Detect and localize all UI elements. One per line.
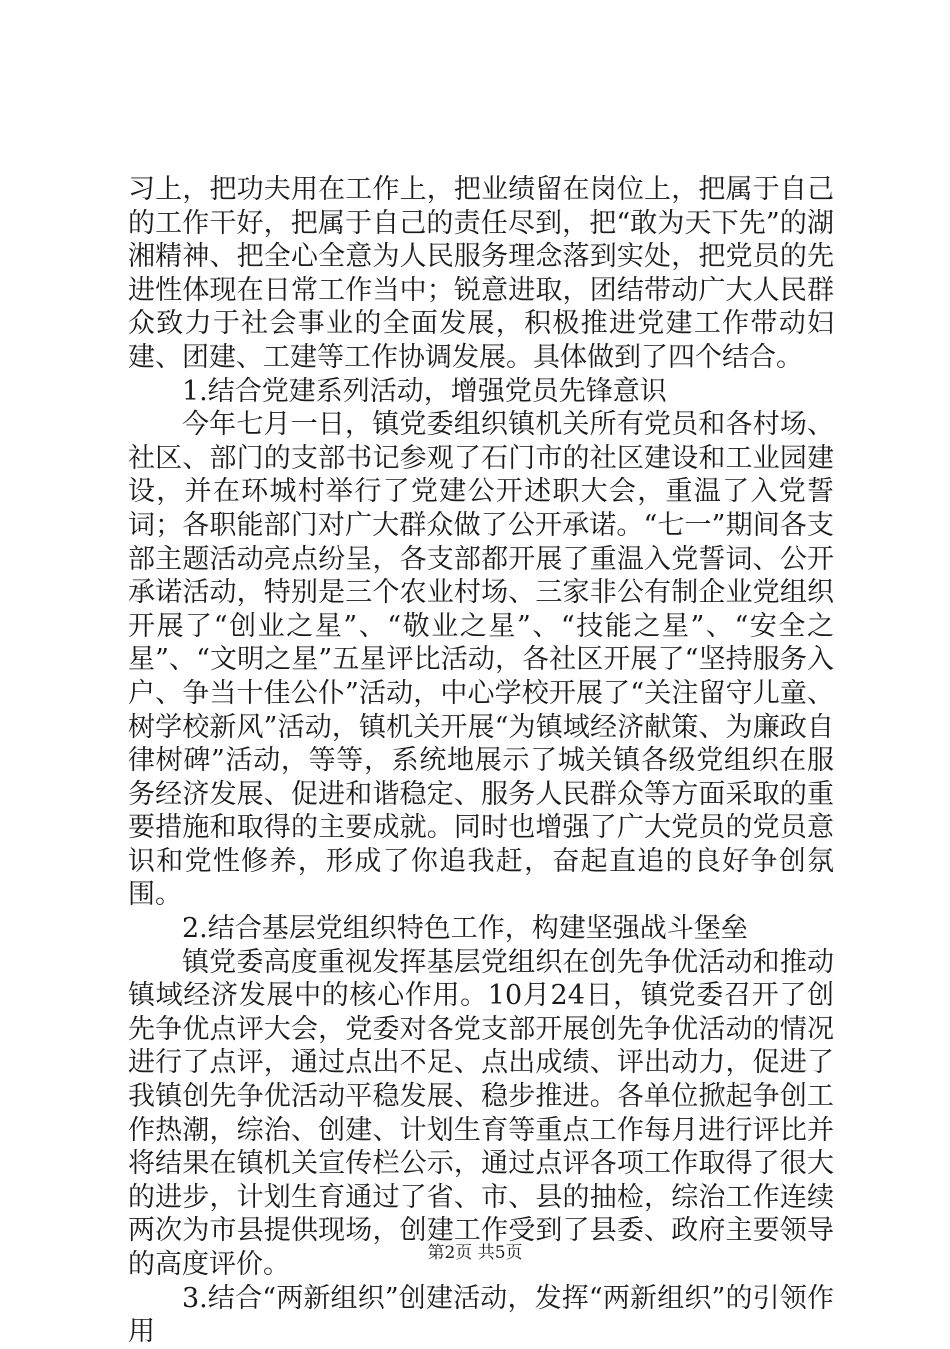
section-heading-2: 2.结合基层党组织特色工作，构建坚强战斗堡垒 [182,913,748,945]
section-heading-3: 3.结合“两新组织”创建活动，发挥“两新组织”的引领作用 [128,1282,834,1348]
section-heading-1: 1.结合党建系列活动，增强党员先锋意识 [182,375,667,407]
page-number-footer: 第2页 共5页 [427,1243,523,1263]
paragraph-continuation: 习上，把功夫用在工作上，把业绩留在岗位上，把属于自己的工作干好，把属于自己的责任尽到，把“敢为天下先”的湖湘精神、把全心全意为人民服务理念落到实处，把党员的先进性体现在日常工作当中；锐意进取，团结带动广大人民群众致力于社会事业的全面发展，积极推进党建工作带动妇建、团建、工建等工作协调发展。具体做到了四个结合。 [128,174,834,373]
paragraph: 今年七月一日，镇党委组织镇机关所有党员和各村场、社区、部门的支部书记参观了石门市的社区建设和工业园建设，并在环城村举行了党建公开述职大会，重温了入党誓词；各职能部门对广大群众做了公开承诺。“七一”期间各支部主题活动亮点纷呈，各支部都开展了重温入党誓词、公开承诺活动，特别是三个农业村场、三家非公有制企业党组织开展了“创业之星”、“敬业之星”、“技能之星”、“安全之星”、“文明之星”五星评比活动，各社区开展了“坚持服务入户、争当十佳公仆”活动，中心学校开展了“关注留守儿童、树学校新风”活动，镇机关开展“为镇域经济献策、为廉政自律树碑”活动，等等，系统地展示了城关镇各级党组织在服务经济发展、促进和谐稳定、服务人民群众等方面采取的重要措施和取得的主要成就。同时也增强了广大党员的党员意识和党性修养，形成了你追我赶，奋起直追的良好争创氛围。 [128,409,834,911]
paragraph: 镇党委高度重视发挥基层党组织在创先争优活动和推动镇域经济发展中的核心作用。10月24日，镇党委召开了创先争优点评大会，党委对各党支部开展创先争优活动的情况进行了点评，通过点出不足、点出成绩、评出动力，促进了我镇创先争优活动平稳发展、稳步推进。各单位掀起争创工作热潮，综治、创建、计划生育等重点工作每月进行评比并将结果在镇机关宣传栏公示，通过点评各项工作取得了很大的进步，计划生育通过了省、市、县的抽检，综治工作连续两次为市县提供现场，创建工作受到了县委、政府主要领导的高度评价。 [128,946,834,1280]
document-body [128,173,834,1349]
